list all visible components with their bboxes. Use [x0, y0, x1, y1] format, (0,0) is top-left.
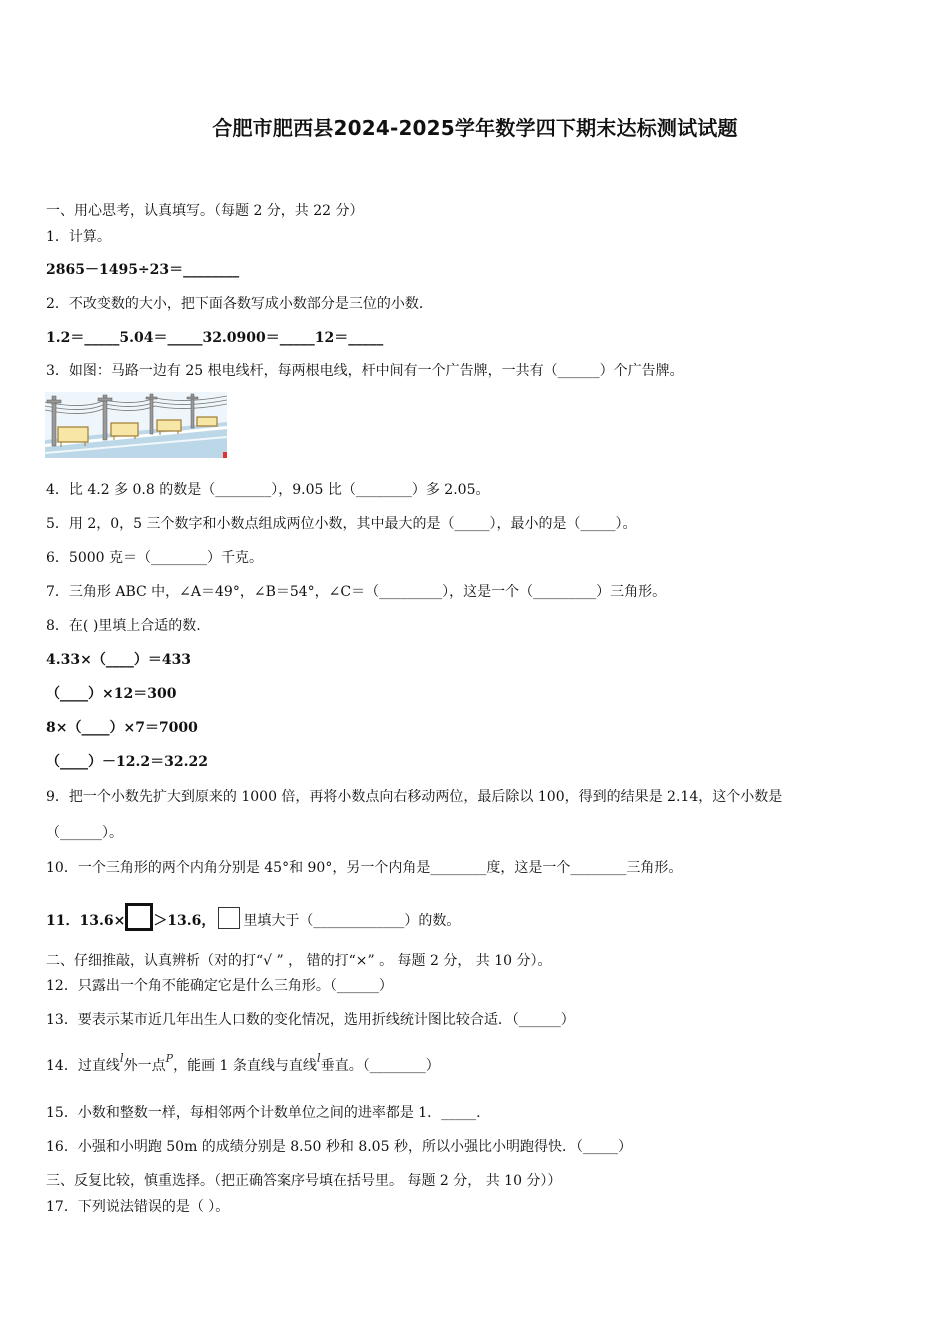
question-8-part-c: 8×（____）×7＝7000 — [46, 720, 198, 736]
question-1: 1．计算。 — [46, 229, 111, 245]
question-14-part-d: 垂直。（________） — [320, 1058, 440, 1074]
question-17: 17．下列说法错误的是（ ）。 — [46, 1199, 230, 1215]
question-15: 15．小数和整数一样，每相邻两个计数单位之间的进率都是 1．_____. — [46, 1105, 481, 1121]
question-11-part-a: 11．13.6× — [46, 913, 126, 929]
road-poles-billboards-figure — [45, 392, 227, 458]
question-6: 6．5000 克＝（________）千克。 — [46, 550, 263, 566]
question-14 — [46, 1051, 440, 1077]
question-2: 2．不改变数的大小，把下面各数写成小数部分是三位的小数． — [46, 296, 433, 312]
question-14-part-a: 14．过直线 — [46, 1058, 120, 1074]
question-1-expression: 2865－1495÷23＝________ — [46, 262, 240, 278]
question-7: 7．三角形 ABC 中，∠A＝49°，∠B＝54°，∠C＝（_________），这是一个（_________）三角形。 — [46, 584, 667, 600]
question-11-part-b: ＞13.6， — [153, 913, 216, 929]
question-5: 5．用 2，0，5 三个数字和小数点组成两位小数，其中最大的是（_____），最小的是（_____）。 — [46, 516, 637, 532]
answer-box-square — [125, 903, 153, 931]
question-3: 3．如图：马路一边有 25 根电线杆，每两根电线，杆中间有一个广告牌，一共有（______）个广告牌。 — [46, 363, 684, 379]
question-14-part-c: ，能画 1 条直线与直线 — [173, 1058, 317, 1074]
question-13: 13．要表示某市近几年出生人口数的变化情况，选用折线统计图比较合适．（______） — [46, 1012, 575, 1028]
question-8-part-a: 4.33×（____）＝433 — [46, 652, 192, 668]
question-10: 10．一个三角形的两个内角分别是 45°和 90°，另一个内角是________度，这是一个________三角形。 — [46, 860, 683, 876]
answer-box-square-small — [218, 907, 240, 929]
question-9-continued: （______）。 — [46, 825, 123, 841]
section-2-heading: 二、仔细推敲，认真辨析（对的打“√ ” ， 错的打“×” 。 每题 2 分， 共 10 分）。 — [46, 953, 552, 969]
line-l-symbol-2: l — [316, 1051, 321, 1065]
line-l-symbol: l — [119, 1051, 124, 1065]
question-8: 8．在( )里填上合适的数. — [46, 618, 201, 634]
question-16: 16．小强和小明跑 50m 的成绩分别是 8.50 秒和 8.05 秒，所以小强比小明跑得快．（_____） — [46, 1139, 632, 1155]
question-14-part-b: 外一点 — [123, 1058, 166, 1074]
section-1-heading: 一、用心思考，认真填写。（每题 2 分，共 22 分） — [46, 203, 364, 219]
question-2-expression: 1.2＝_____5.04＝_____32.0900＝_____12＝_____ — [46, 330, 384, 346]
question-12: 12．只露出一个角不能确定它是什么三角形。（______） — [46, 978, 393, 994]
question-8-part-d: （____）－12.2＝32.22 — [46, 754, 208, 770]
section-3-heading: 三、反复比较，慎重选择。（把正确答案序号填在括号里。 每题 2 分， 共 10 分）） — [46, 1173, 562, 1189]
question-4: 4．比 4.2 多 0.8 的数是（________），9.05 比（________）多 2.05。 — [46, 482, 490, 498]
point-p-symbol: P — [165, 1052, 174, 1065]
page-title: 合肥市肥西县2024-2025学年数学四下期末达标测试试题 — [212, 116, 738, 140]
question-11-part-c: 里填大于（_____________）的数。 — [243, 913, 461, 929]
question-9: 9．把一个小数先扩大到原来的 1000 倍，再将小数点向右移动两位，最后除以 100，得到的结果是 2.14，这个小数是 — [46, 789, 783, 805]
question-8-part-b: （____）×12＝300 — [46, 686, 177, 702]
question-11 — [46, 903, 460, 931]
